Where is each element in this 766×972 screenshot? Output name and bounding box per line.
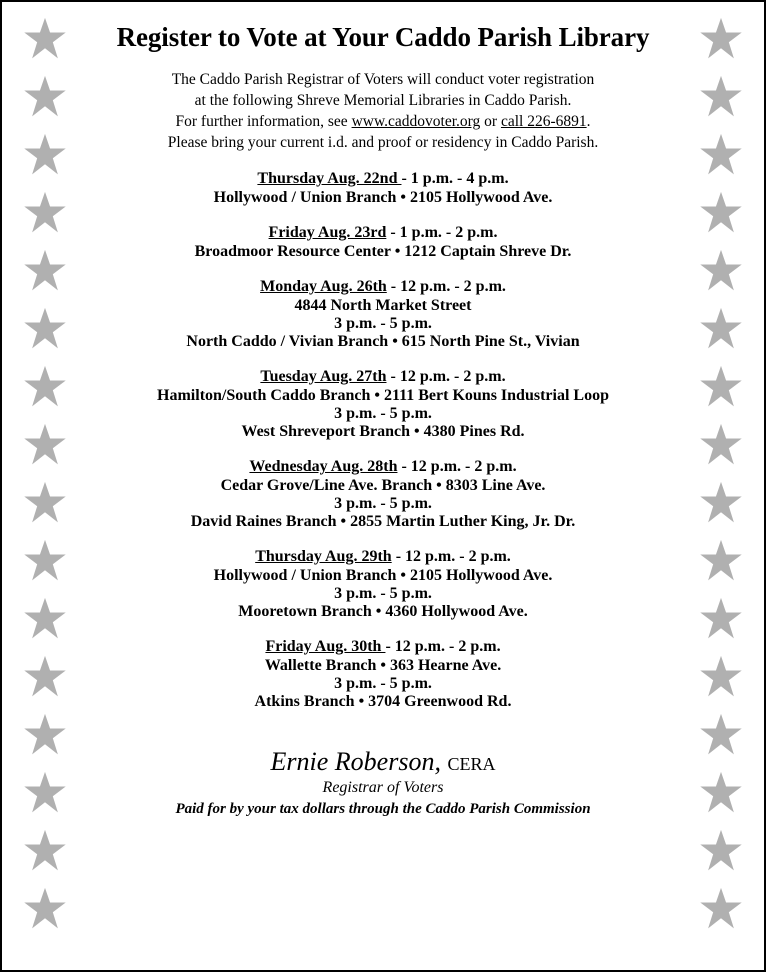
star-icon — [698, 248, 744, 294]
schedule-time: - 12 p.m. - 2 p.m. — [385, 638, 501, 655]
schedule-time: - 12 p.m. - 2 p.m. — [397, 458, 517, 475]
schedule-location: Cedar Grove/Line Ave. Branch • 8303 Line Ave. — [220, 477, 546, 494]
schedule-time: - 12 p.m. - 2 p.m. — [391, 548, 511, 565]
star-icon — [698, 480, 744, 526]
schedule-location: Wallette Branch • 363 Hearne Ave. — [264, 657, 502, 674]
schedule-second-time: 3 p.m. - 5 p.m. — [334, 585, 432, 602]
schedule-date: Thursday Aug. 29th — [255, 548, 392, 565]
star-icon — [698, 74, 744, 120]
schedule-location: Atkins Branch • 3704 Greenwood Rd. — [254, 693, 512, 710]
schedule-entry — [82, 368, 684, 441]
star-icon — [698, 422, 744, 468]
schedule-entry — [82, 278, 684, 351]
schedule-time: - 12 p.m. - 2 p.m. — [386, 278, 506, 295]
schedule-entry — [82, 458, 684, 531]
schedule-date: Friday Aug. 30th — [265, 638, 386, 655]
signature-credential: CERA — [447, 754, 496, 774]
schedule-date-time — [82, 224, 684, 242]
schedule-date: Wednesday Aug. 28th — [249, 458, 398, 475]
star-icon — [698, 886, 744, 932]
phone-link[interactable]: call 226-6891 — [500, 113, 587, 130]
star-icon — [22, 16, 68, 62]
star-icon — [22, 190, 68, 236]
star-icon — [698, 828, 744, 874]
intro-line-3-prefix: For further information, see — [175, 113, 352, 130]
intro-line-1: The Caddo Parish Registrar of Voters will conduct voter registration — [171, 71, 595, 88]
paid-for-notice: Paid for by your tax dollars through the Caddo Parish Commission — [175, 801, 591, 817]
schedule-location: 4844 North Market Street — [294, 297, 472, 314]
schedule-date-time — [82, 548, 684, 566]
star-icon — [22, 538, 68, 584]
schedule-entry — [82, 548, 684, 621]
page-title: Register to Vote at Your Caddo Parish Library — [116, 22, 650, 52]
star-icon — [22, 364, 68, 410]
signature-block — [82, 747, 684, 818]
star-icon — [22, 712, 68, 758]
star-icon — [22, 596, 68, 642]
signature-name-text: Ernie Roberson, — [270, 747, 441, 776]
schedule-date: Friday Aug. 23rd — [268, 224, 387, 241]
schedule-date: Tuesday Aug. 27th — [260, 368, 387, 385]
intro-line-3 — [82, 111, 684, 132]
star-icon — [698, 596, 744, 642]
schedule-date: Monday Aug. 26th — [260, 278, 387, 295]
intro-line-3-suffix: . — [586, 113, 591, 130]
signature-name — [82, 747, 684, 777]
intro-line-4: Please bring your current i.d. and proof or residency in Caddo Parish. — [167, 134, 599, 151]
star-column-right — [684, 2, 758, 970]
star-icon — [22, 422, 68, 468]
schedule-time: - 1 p.m. - 2 p.m. — [386, 224, 498, 241]
schedule-second-time: 3 p.m. - 5 p.m. — [334, 315, 432, 332]
schedule-date-time — [82, 368, 684, 386]
schedule-time: - 1 p.m. - 4 p.m. — [401, 170, 509, 187]
schedule-location: Mooretown Branch • 4360 Hollywood Ave. — [238, 603, 528, 620]
star-icon — [22, 248, 68, 294]
star-icon — [698, 132, 744, 178]
schedule-entry — [82, 224, 684, 261]
website-link[interactable]: www.caddovoter.org — [351, 113, 481, 130]
star-icon — [698, 364, 744, 410]
star-icon — [22, 132, 68, 178]
star-icon — [22, 74, 68, 120]
schedule-location: David Raines Branch • 2855 Martin Luther King, Jr. Dr. — [190, 513, 576, 530]
schedule-location: Hamilton/South Caddo Branch • 2111 Bert Kouns Industrial Loop — [157, 387, 609, 404]
star-icon — [22, 480, 68, 526]
star-icon — [698, 770, 744, 816]
star-icon — [22, 886, 68, 932]
schedule-date-time — [82, 638, 684, 656]
intro-line-2: at the following Shreve Memorial Libraries in Caddo Parish. — [194, 92, 572, 109]
schedule-location: Hollywood / Union Branch • 2105 Hollywood Ave. — [213, 189, 553, 206]
flyer-content — [82, 2, 684, 970]
star-icon — [22, 654, 68, 700]
schedule-second-time: 3 p.m. - 5 p.m. — [334, 405, 432, 422]
star-icon — [698, 190, 744, 236]
intro-paragraph — [82, 69, 684, 153]
schedule-date-time — [82, 170, 684, 188]
star-icon — [22, 828, 68, 874]
star-icon — [698, 306, 744, 352]
star-icon — [698, 16, 744, 62]
signature-title: Registrar of Voters — [322, 779, 444, 796]
schedule-entry — [82, 638, 684, 711]
star-icon — [22, 770, 68, 816]
schedule-location: Hollywood / Union Branch • 2105 Hollywood Ave. — [213, 567, 553, 584]
schedule-date: Thursday Aug. 22nd — [257, 170, 402, 187]
schedule-list — [82, 170, 684, 711]
schedule-entry — [82, 170, 684, 207]
schedule-second-time: 3 p.m. - 5 p.m. — [334, 495, 432, 512]
star-icon — [22, 306, 68, 352]
schedule-location: North Caddo / Vivian Branch • 615 North Pine St., Vivian — [186, 333, 580, 350]
star-icon — [698, 712, 744, 758]
schedule-location: West Shreveport Branch • 4380 Pines Rd. — [241, 423, 525, 440]
schedule-time: - 12 p.m. - 2 p.m. — [386, 368, 506, 385]
schedule-location: Broadmoor Resource Center • 1212 Captain Shreve Dr. — [194, 243, 572, 260]
intro-line-3-middle: or — [480, 113, 501, 130]
star-icon — [698, 654, 744, 700]
star-column-left — [8, 2, 82, 970]
star-icon — [698, 538, 744, 584]
schedule-second-time: 3 p.m. - 5 p.m. — [334, 675, 432, 692]
schedule-date-time — [82, 458, 684, 476]
schedule-date-time — [82, 278, 684, 296]
